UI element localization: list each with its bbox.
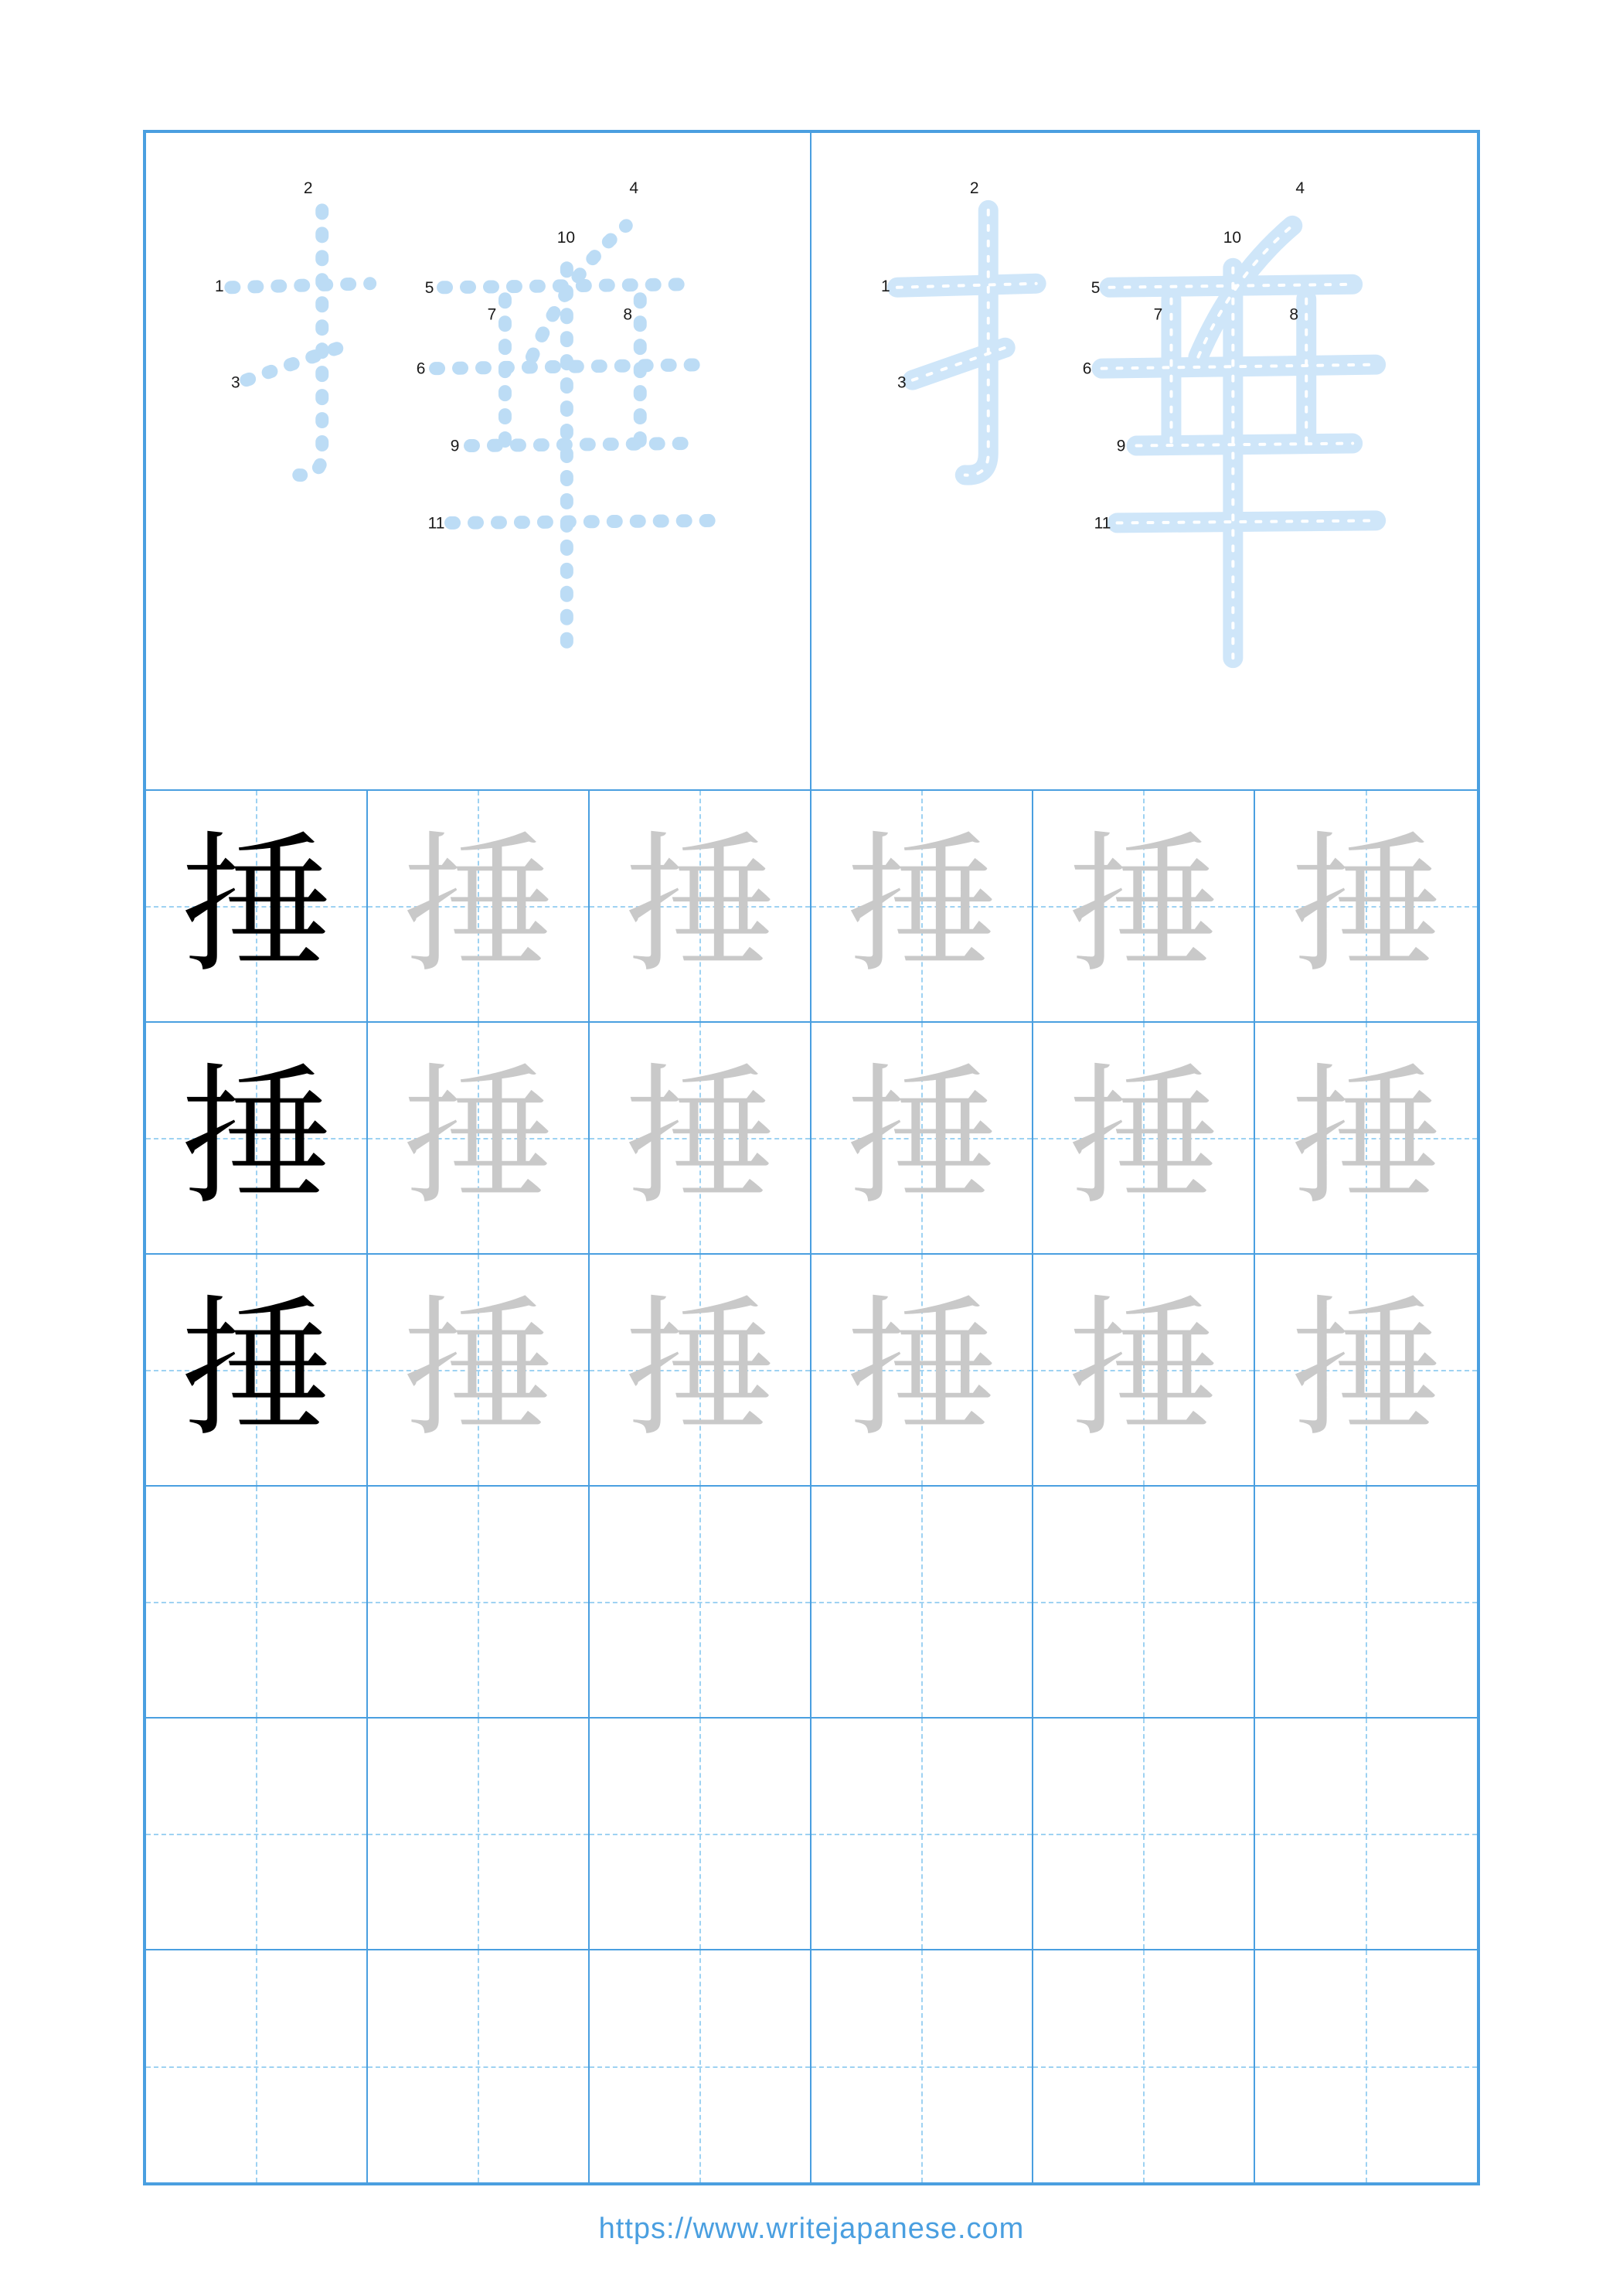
practice-cell-trace[interactable] [368,791,590,1021]
practice-cell-trace[interactable] [812,1255,1033,1485]
practice-row [146,1255,1477,1487]
trace-character: 捶 [846,1050,998,1226]
practice-cell-trace[interactable] [590,791,812,1021]
practice-cell-trace[interactable] [1033,1255,1255,1485]
stroke-order-filled-diagram [812,133,1477,789]
model-character: 捶 [180,1050,332,1226]
stroke-number: 3 [897,373,907,392]
stroke-number: 4 [1295,179,1305,197]
trace-character: 捶 [846,1282,998,1458]
practice-cell-trace[interactable] [368,1023,590,1253]
stroke-number: 5 [1091,278,1101,297]
trace-character: 捶 [402,1282,554,1458]
trace-character: 捶 [1290,818,1442,994]
empty-character [590,1719,810,1949]
empty-character [590,1950,810,2182]
practice-cell-empty[interactable] [146,1487,368,1717]
empty-character [368,1487,588,1717]
stroke-number: 8 [623,305,633,324]
practice-cell-trace[interactable] [1033,791,1255,1021]
practice-grid [143,791,1480,2185]
practice-cell-trace[interactable] [1255,791,1477,1021]
stroke-number: 5 [424,278,434,297]
empty-character [146,1487,366,1717]
empty-character [146,1719,366,1949]
stroke-number: 3 [231,373,240,392]
empty-character [1033,1950,1254,2182]
stroke-number: 11 [1094,514,1111,533]
trace-character: 捶 [1067,818,1220,994]
trace-character: 捶 [624,818,776,994]
empty-character [1255,1487,1477,1717]
stroke-number: 1 [215,277,224,295]
practice-cell-empty[interactable] [1255,1950,1477,2182]
practice-cell-model[interactable] [146,1023,368,1253]
practice-cell-empty[interactable] [1033,1719,1255,1949]
stroke-number: 7 [487,305,497,324]
stroke-number: 9 [1116,437,1126,455]
empty-character [1255,1950,1477,2182]
practice-row [146,1950,1477,2182]
empty-character [590,1487,810,1717]
stroke-number: 6 [1082,359,1092,378]
empty-character [812,1487,1032,1717]
stroke-number: 11 [427,514,445,533]
practice-cell-empty[interactable] [812,1487,1033,1717]
model-character: 捶 [180,818,332,994]
trace-character: 捶 [1067,1282,1220,1458]
practice-cell-trace[interactable] [812,1023,1033,1253]
practice-cell-empty[interactable] [368,1487,590,1717]
practice-cell-empty[interactable] [1033,1950,1255,2182]
practice-cell-trace[interactable] [590,1023,812,1253]
empty-character [368,1950,588,2182]
practice-row [146,791,1477,1023]
stroke-number: 8 [1289,305,1299,324]
empty-character [1033,1487,1254,1717]
practice-cell-trace[interactable] [1255,1023,1477,1253]
practice-row [146,1023,1477,1255]
trace-character: 捶 [846,818,998,994]
practice-cell-trace[interactable] [1033,1023,1255,1253]
practice-cell-trace[interactable] [812,791,1033,1021]
practice-cell-empty[interactable] [1255,1719,1477,1949]
practice-cell-empty[interactable] [812,1950,1033,2182]
practice-cell-empty[interactable] [368,1719,590,1949]
trace-character: 捶 [402,818,554,994]
trace-character: 捶 [624,1282,776,1458]
empty-character [146,1950,366,2182]
trace-character: 捶 [402,1050,554,1226]
stroke-order-demo-row [143,130,1480,791]
stroke-order-outline-cell [146,133,812,789]
empty-character [1033,1719,1254,1949]
empty-character [1255,1719,1477,1949]
practice-cell-empty[interactable] [146,1719,368,1949]
stroke-number: 4 [629,179,639,197]
practice-cell-empty[interactable] [1033,1487,1255,1717]
trace-character: 捶 [1067,1050,1220,1226]
stroke-number: 10 [1223,228,1242,247]
stroke-number: 6 [416,359,426,378]
stroke-number: 2 [303,179,313,197]
trace-character: 捶 [1290,1050,1442,1226]
empty-character [812,1719,1032,1949]
empty-character [368,1719,588,1949]
practice-cell-empty[interactable] [590,1950,812,2182]
stroke-number: 1 [881,277,890,295]
stroke-number: 2 [969,179,979,197]
trace-character: 捶 [1290,1282,1442,1458]
stroke-number: 7 [1153,305,1163,324]
practice-cell-empty[interactable] [1255,1487,1477,1717]
practice-cell-model[interactable] [146,1255,368,1485]
practice-row [146,1719,1477,1950]
stroke-order-filled-cell [812,133,1477,789]
trace-character: 捶 [624,1050,776,1226]
practice-row [146,1487,1477,1719]
practice-cell-trace[interactable] [1255,1255,1477,1485]
practice-cell-empty[interactable] [590,1719,812,1949]
model-character: 捶 [180,1282,332,1458]
worksheet [143,130,1480,2186]
practice-cell-empty[interactable] [146,1950,368,2182]
practice-cell-empty[interactable] [590,1487,812,1717]
practice-cell-empty[interactable] [368,1950,590,2182]
practice-cell-empty[interactable] [812,1719,1033,1949]
practice-cell-model[interactable] [146,791,368,1021]
empty-character [812,1950,1032,2182]
footer-url[interactable]: https://www.writejapanese.com [598,2213,1025,2245]
stroke-number: 10 [556,228,576,247]
stroke-order-outline-diagram [146,133,810,789]
practice-cell-trace[interactable] [590,1255,812,1485]
practice-cell-trace[interactable] [368,1255,590,1485]
stroke-number: 9 [450,437,460,455]
